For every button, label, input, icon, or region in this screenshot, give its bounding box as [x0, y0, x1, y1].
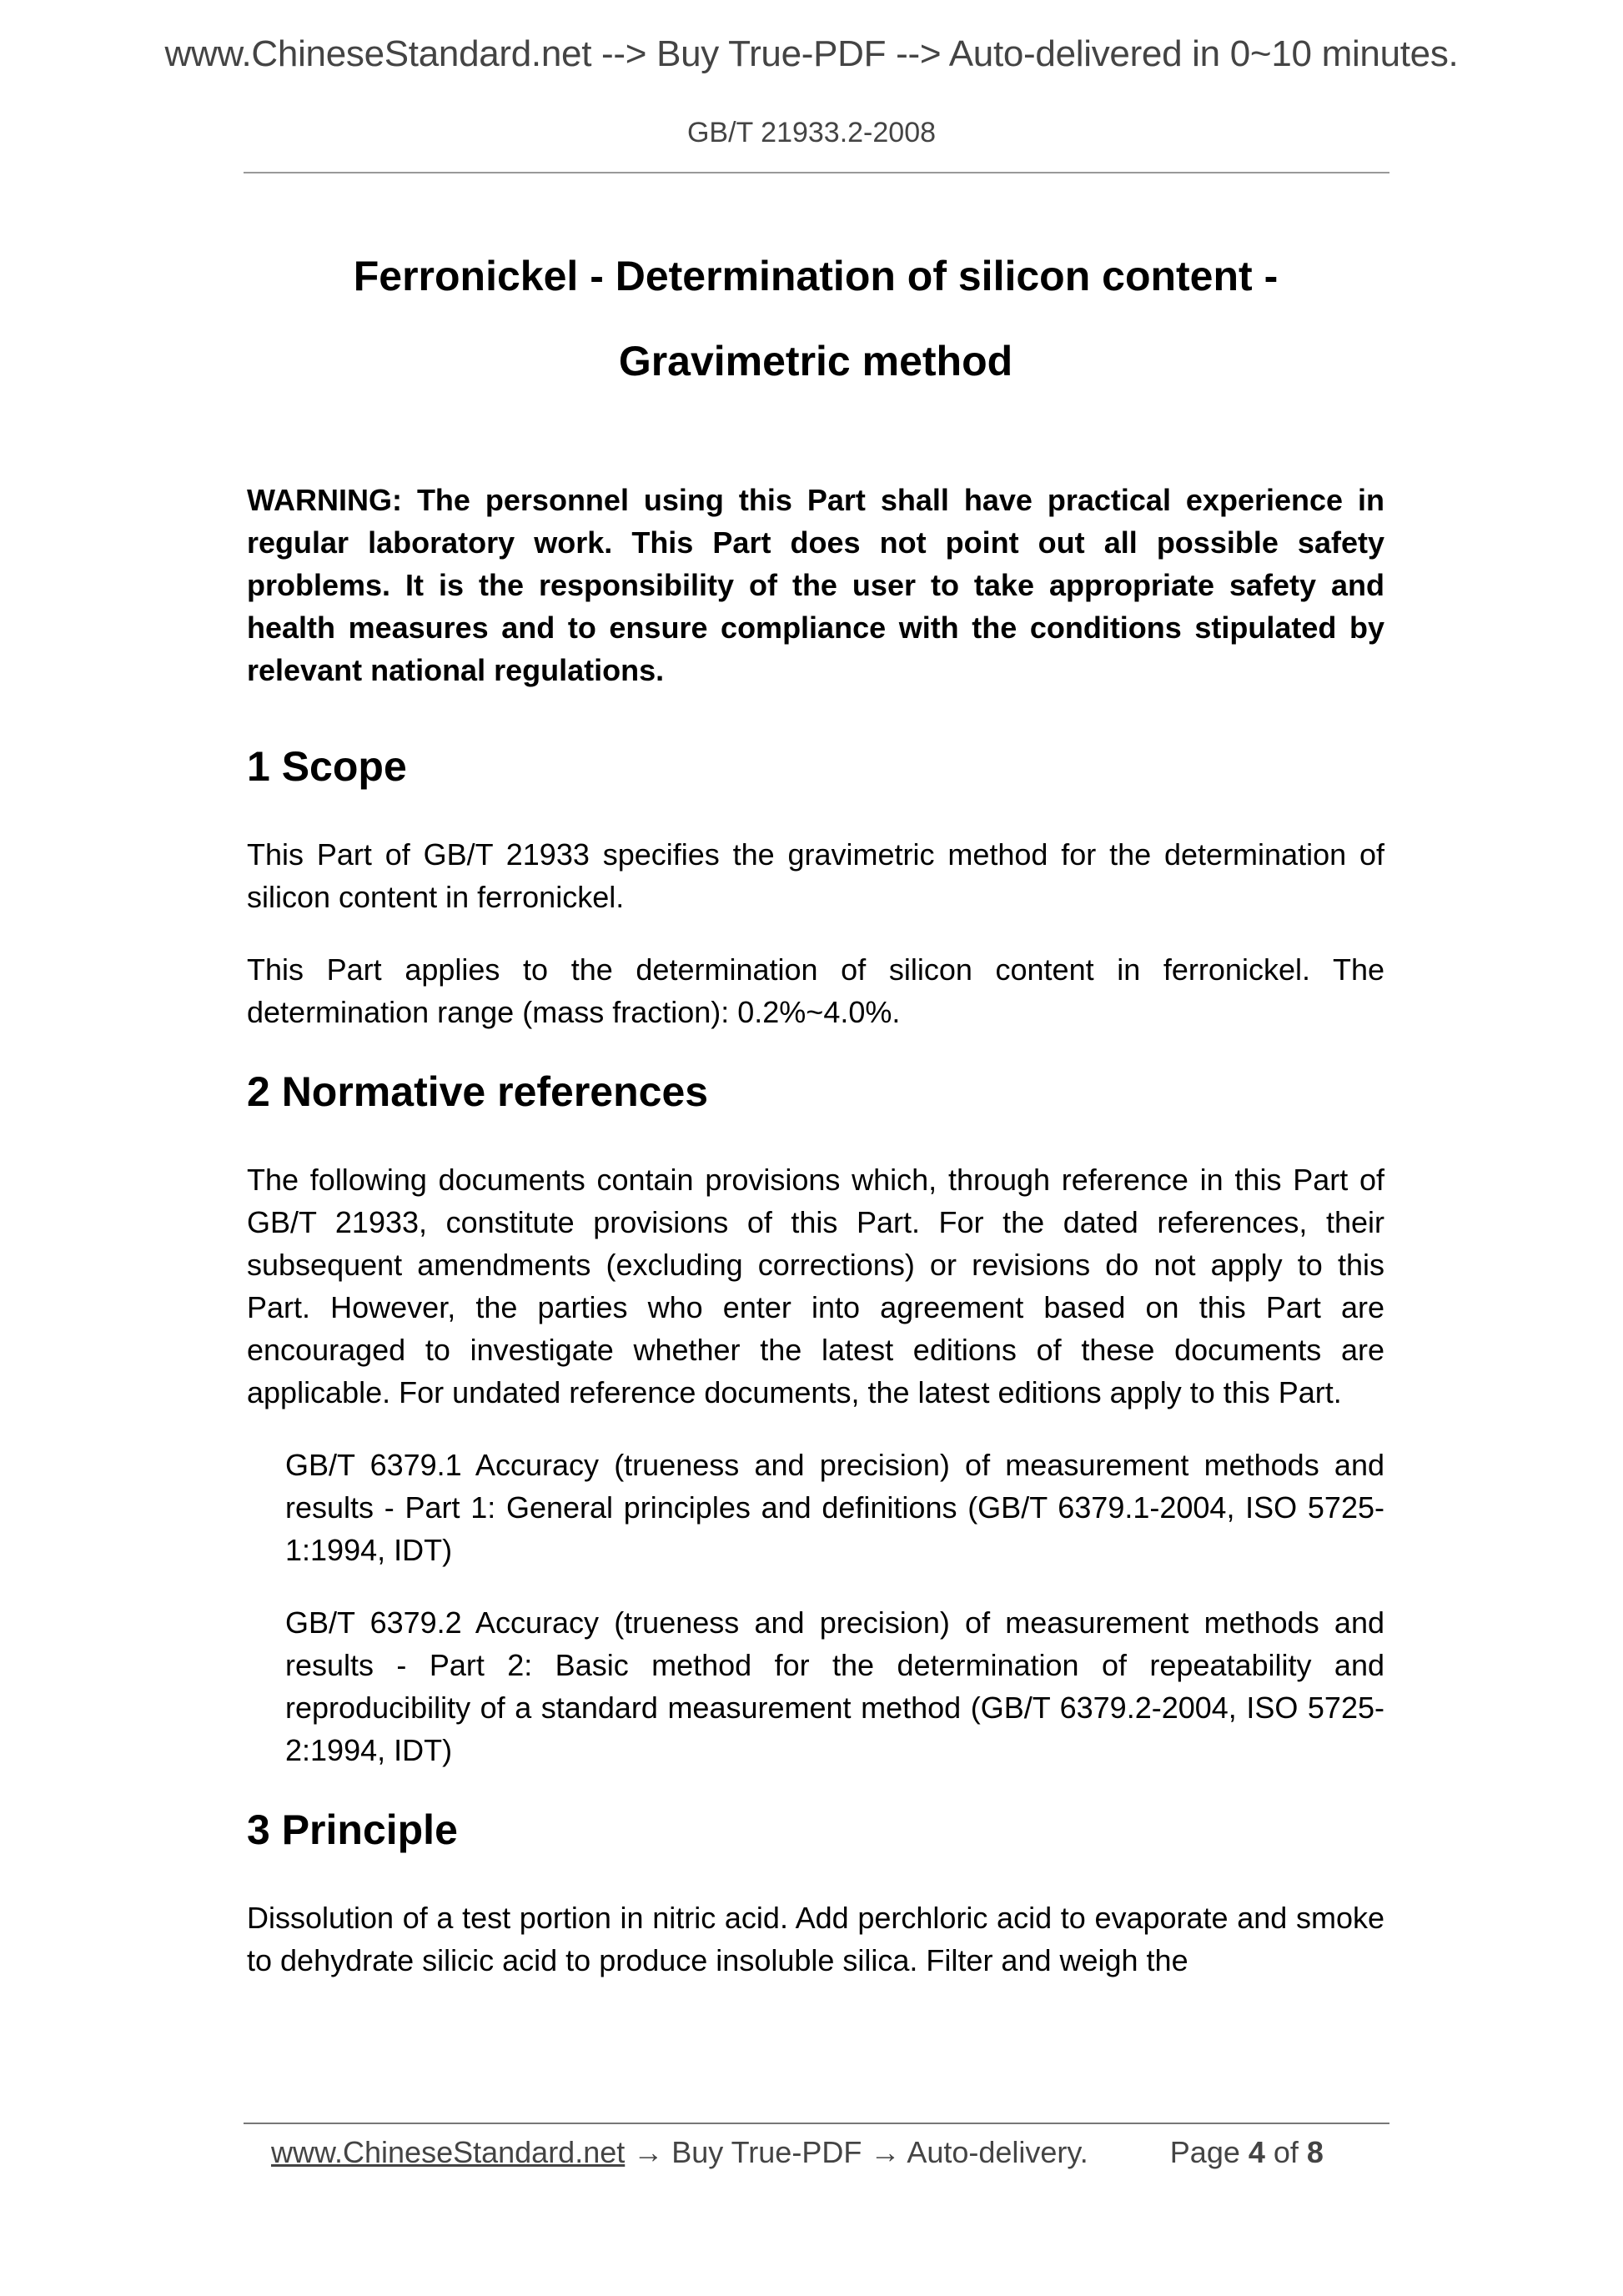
section-heading-normative-references: 2 Normative references: [247, 1068, 709, 1115]
principle-paragraph: Dissolution of a test portion in nitric acid. Add perchloric acid to evaporate and smoke to dehydrate silicic acid to produce insoluble silica. Filter and weigh the: [247, 1901, 1384, 1977]
document-body: [247, 234, 1384, 2012]
section-heading-scope: 1 Scope: [247, 743, 407, 790]
document-title: [247, 234, 1384, 404]
page-indicator: Page 4 of 8: [1169, 2135, 1324, 2169]
scope-paragraph: This Part of GB/T 21933 specifies the gravimetric method for the determination of silicon content in ferronickel.: [247, 837, 1384, 914]
current-page: 4: [1248, 2135, 1265, 2169]
normative-references-paragraph: The following documents contain provisions which, through reference in this Part of GB/T 21933, constitute provisions of this Part. For the dated references, their subsequent amendments (excluding corrections) or revisions do not apply to this Part. However, the parties who enter into agreement based on this Part are encouraged to investigate whether the latest editions of these documents are applicable. For undated reference documents, the latest editions apply to this Part.: [247, 1163, 1384, 1409]
section-heading-principle: 3 Principle: [247, 1806, 458, 1853]
reference-item: GB/T 6379.1 Accuracy (trueness and precision) of measurement methods and results - Part 1: General principles and definitions (GB/T 6379.1-2004, ISO 5725-1:1994, IDT): [285, 1448, 1384, 1567]
page-footer: [271, 2135, 1324, 2170]
footer-divider: [244, 2123, 1389, 2124]
website-link[interactable]: www.ChineseStandard.net: [271, 2135, 626, 2169]
standard-number: GB/T 21933.2-2008: [686, 117, 937, 148]
reference-item: GB/T 6379.2 Accuracy (trueness and precision) of measurement methods and results - Part 2: Basic method for the determination of repeatability and reproducibility of a standard measurement method (GB/T 6379.2-2004, ISO 5725-2:1994, IDT): [285, 1605, 1384, 1767]
total-pages: 8: [1306, 2135, 1324, 2169]
scope-paragraph: This Part applies to the determination of silicon content in ferronickel. The determination range (mass fraction): 0.2%~4.0%.: [247, 952, 1384, 1029]
header-divider: [244, 172, 1389, 173]
title-line-2: Gravimetric method: [618, 338, 1013, 384]
footer-tagline: → Buy True-PDF → Auto-delivery.: [625, 2135, 1088, 2169]
title-line-1: Ferronickel - Determination of silicon content -: [353, 253, 1279, 299]
top-banner: www.ChineseStandard.net --> Buy True-PDF --> Auto-delivered in 0~10 minutes.: [164, 33, 1459, 74]
warning-notice: WARNING: The personnel using this Part shall have practical experience in regular laboratory work. This Part does not point out all possible safety problems. It is the responsibility of the user to take appropriate safety and health measures and to ensure compliance with the conditions stipulated by relevant national regulations.: [247, 483, 1384, 687]
